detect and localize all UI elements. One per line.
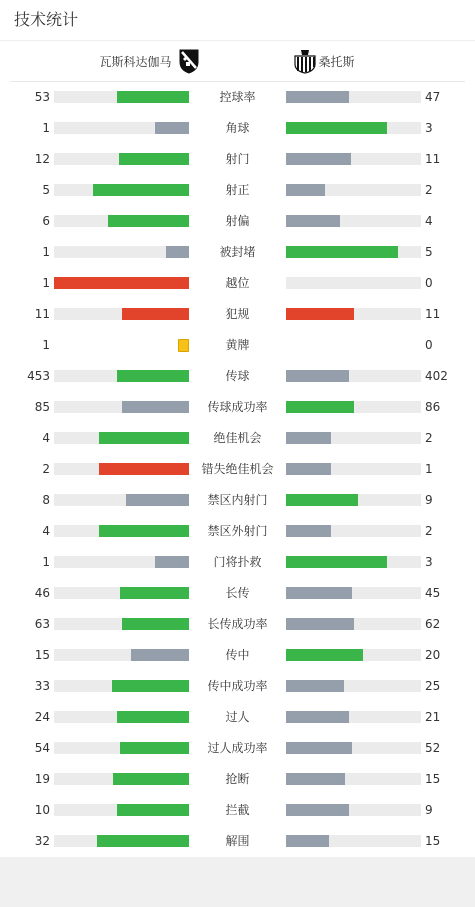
home-stat-value: 32 [34, 834, 50, 848]
away-stat-bar [286, 432, 421, 444]
away-stat-bar [286, 618, 421, 630]
away-stat-bar [286, 215, 421, 227]
home-stat-bar [54, 184, 189, 196]
home-stat-value: 53 [34, 90, 50, 104]
home-stat-bar [54, 587, 189, 599]
home-stat-value: 1 [42, 121, 50, 135]
home-stat-bar-fill [122, 618, 190, 630]
home-stat-bar-fill [155, 556, 189, 568]
home-stat-bar-fill [166, 246, 189, 258]
away-stat-bar-fill [286, 370, 349, 382]
home-stat-bar [54, 122, 189, 134]
away-stat-bar [286, 370, 421, 382]
home-stat-bar-fill [131, 649, 189, 661]
home-stat-bar [54, 153, 189, 165]
away-stat-bar [286, 184, 421, 196]
home-stat-bar [54, 370, 189, 382]
home-stat-bar [54, 773, 189, 785]
stat-label: 射偏 [225, 214, 250, 228]
away-stat-bar-fill [286, 184, 325, 196]
away-stat-value: 9 [425, 803, 433, 817]
away-team[interactable] [293, 41, 355, 81]
away-stat-value: 15 [425, 772, 441, 786]
away-stat-bar [286, 773, 421, 785]
home-stat-value: 4 [42, 524, 50, 538]
home-stat-value: 4 [42, 431, 50, 445]
away-stat-value: 9 [425, 493, 433, 507]
home-stat-value: 453 [27, 369, 50, 383]
home-stat-bar-fill [126, 494, 189, 506]
home-stat-value: 19 [34, 772, 50, 786]
away-stat-value: 20 [425, 648, 441, 662]
home-stat-bar-fill [117, 91, 189, 103]
away-stat-bar-fill [286, 463, 331, 475]
home-stat-bar [54, 494, 189, 506]
stat-row [0, 547, 475, 578]
stat-label: 抢断 [225, 772, 250, 786]
stat-row [0, 144, 475, 175]
stat-label: 过人 [225, 710, 250, 724]
yellow-card-icon [178, 339, 189, 352]
teams-header [10, 41, 465, 82]
stat-row [0, 268, 475, 299]
shield-crest-icon [178, 48, 200, 74]
stat-row [0, 826, 475, 857]
away-stat-bar-fill [286, 153, 351, 165]
stat-label: 黄牌 [225, 338, 250, 352]
home-stat-value: 1 [42, 276, 50, 290]
away-stat-bar [286, 711, 421, 723]
home-stat-bar-fill [117, 804, 189, 816]
away-stat-bar [286, 742, 421, 754]
away-stat-value: 1 [425, 462, 433, 476]
stat-label: 长传 [225, 586, 250, 600]
home-stat-bar [54, 246, 189, 258]
stat-label: 解围 [225, 834, 250, 848]
away-stat-bar-fill [286, 587, 352, 599]
stat-label: 传中成功率 [207, 679, 268, 693]
stat-label: 门将扑救 [213, 555, 262, 569]
stat-row [0, 423, 475, 454]
away-stat-bar-fill [286, 494, 358, 506]
home-stat-bar-fill [54, 277, 189, 289]
home-stat-bar-fill [122, 401, 190, 413]
stat-row [0, 640, 475, 671]
home-stat-value: 10 [34, 803, 50, 817]
away-stat-bar-fill [286, 122, 387, 134]
home-stat-bar [54, 835, 189, 847]
home-stat-bar [54, 804, 189, 816]
away-stat-bar-fill [286, 773, 345, 785]
stat-label: 绝佳机会 [213, 431, 262, 445]
away-stat-value: 2 [425, 524, 433, 538]
stat-label: 长传成功率 [207, 617, 268, 631]
away-stat-value: 11 [425, 152, 441, 166]
home-stat-bar-fill [108, 215, 189, 227]
stat-row [0, 113, 475, 144]
home-stat-value: 1 [42, 555, 50, 569]
home-stat-bar [54, 742, 189, 754]
stat-label: 射正 [225, 183, 250, 197]
home-stat-bar-fill [119, 153, 189, 165]
home-team-name: 瓦斯科达伽马 [99, 54, 172, 69]
away-stat-bar [286, 649, 421, 661]
stat-row [0, 454, 475, 485]
away-stat-value: 2 [425, 183, 433, 197]
striped-crest-icon [293, 48, 315, 74]
away-stat-bar-fill [286, 618, 354, 630]
stat-row [0, 392, 475, 423]
stat-label: 犯规 [225, 307, 250, 321]
home-stat-value: 1 [42, 338, 50, 352]
away-stat-bar-fill [286, 711, 349, 723]
away-stat-bar [286, 463, 421, 475]
stat-row [0, 516, 475, 547]
away-stat-bar-fill [286, 525, 331, 537]
home-stat-bar-fill [122, 308, 190, 320]
stat-row [0, 175, 475, 206]
stat-label: 拦截 [225, 803, 250, 817]
away-stat-bar-fill [286, 432, 331, 444]
home-stat-value: 8 [42, 493, 50, 507]
home-stat-bar-fill [117, 711, 189, 723]
home-stat-bar [54, 711, 189, 723]
away-stat-value: 3 [425, 555, 433, 569]
away-stat-bar [286, 835, 421, 847]
home-stat-value: 11 [34, 307, 50, 321]
away-stat-value: 0 [425, 338, 433, 352]
home-stat-value: 5 [42, 183, 50, 197]
stat-row [0, 206, 475, 237]
home-stat-bar [54, 308, 189, 320]
away-stat-bar-fill [286, 742, 352, 754]
stat-row [0, 485, 475, 516]
stat-label: 禁区外射门 [207, 524, 268, 538]
home-stat-bar-fill [99, 525, 189, 537]
away-stat-bar [286, 525, 421, 537]
stat-row [0, 330, 475, 361]
home-stat-bar [54, 277, 189, 289]
home-stat-bar-fill [120, 742, 189, 754]
stats-list [0, 82, 475, 857]
home-stat-bar-fill [99, 463, 189, 475]
home-stat-value: 2 [42, 462, 50, 476]
away-stat-bar [286, 587, 421, 599]
away-stat-bar-fill [286, 835, 329, 847]
home-team[interactable] [99, 41, 199, 81]
stat-row [0, 609, 475, 640]
stat-row [0, 299, 475, 330]
stat-label: 被封堵 [219, 245, 256, 259]
home-stat-value: 6 [42, 214, 50, 228]
away-stat-value: 45 [425, 586, 441, 600]
stat-row [0, 82, 475, 113]
away-stat-value: 15 [425, 834, 441, 848]
away-stat-bar [286, 308, 421, 320]
away-team-name: 桑托斯 [318, 54, 355, 69]
home-stat-bar-fill [93, 184, 189, 196]
home-stat-bar [54, 432, 189, 444]
home-stat-bar [54, 680, 189, 692]
home-stat-bar [54, 525, 189, 537]
home-stat-bar-fill [97, 835, 189, 847]
away-stat-value: 52 [425, 741, 441, 755]
home-stat-bar [54, 649, 189, 661]
home-stat-bar-fill [155, 122, 189, 134]
stat-row [0, 733, 475, 764]
home-stat-bar [54, 556, 189, 568]
stat-row [0, 702, 475, 733]
away-stat-bar [286, 153, 421, 165]
away-stat-bar [286, 401, 421, 413]
away-stat-bar-fill [286, 556, 387, 568]
stat-row [0, 578, 475, 609]
home-stat-value: 85 [34, 400, 50, 414]
away-stat-value: 5 [425, 245, 433, 259]
away-stat-value: 0 [425, 276, 433, 290]
home-stat-value: 63 [34, 617, 50, 631]
away-stat-bar [286, 246, 421, 258]
away-stat-value: 4 [425, 214, 433, 228]
stat-label: 射门 [225, 152, 250, 166]
stat-row [0, 764, 475, 795]
away-stat-value: 62 [425, 617, 441, 631]
home-stat-bar-fill [112, 680, 189, 692]
home-stat-value: 15 [34, 648, 50, 662]
stat-row [0, 795, 475, 826]
stat-row [0, 237, 475, 268]
home-stat-bar-fill [117, 370, 189, 382]
home-stat-value: 46 [34, 586, 50, 600]
away-stat-value: 2 [425, 431, 433, 445]
stat-label: 错失绝佳机会 [201, 462, 274, 476]
away-stat-value: 86 [425, 400, 441, 414]
away-stat-value: 21 [425, 710, 441, 724]
away-stat-bar-fill [286, 215, 340, 227]
away-stat-bar [286, 680, 421, 692]
home-stat-bar-fill [113, 773, 189, 785]
away-stat-bar [286, 494, 421, 506]
away-stat-bar-fill [286, 804, 349, 816]
home-stat-bar [54, 215, 189, 227]
home-stat-value: 54 [34, 741, 50, 755]
away-stat-bar-fill [286, 680, 344, 692]
away-stat-value: 11 [425, 307, 441, 321]
home-stat-bar [54, 618, 189, 630]
stat-label: 禁区内射门 [207, 493, 268, 507]
stat-label: 角球 [225, 121, 250, 135]
stat-row [0, 671, 475, 702]
away-stat-bar [286, 556, 421, 568]
stat-label: 传中 [225, 648, 250, 662]
away-stat-value: 402 [425, 369, 448, 383]
stat-row [0, 361, 475, 392]
home-stat-bar [54, 401, 189, 413]
away-stat-bar [286, 804, 421, 816]
stat-label: 传球 [225, 369, 250, 383]
page-title: 技术统计 [0, 0, 475, 41]
home-stat-value: 24 [34, 710, 50, 724]
stat-label: 传球成功率 [207, 400, 268, 414]
home-stat-bar-fill [99, 432, 189, 444]
away-stat-value: 47 [425, 90, 441, 104]
away-stat-bar [286, 277, 421, 289]
away-stat-bar-fill [286, 401, 354, 413]
stat-label: 过人成功率 [207, 741, 268, 755]
away-stat-bar [286, 122, 421, 134]
home-stat-value: 33 [34, 679, 50, 693]
away-stat-bar-fill [286, 308, 354, 320]
home-stat-bar [54, 463, 189, 475]
away-stat-bar-fill [286, 649, 363, 661]
away-stat-value: 25 [425, 679, 441, 693]
away-stat-value: 3 [425, 121, 433, 135]
stat-label: 越位 [225, 276, 250, 290]
home-stat-bar-fill [120, 587, 189, 599]
stat-label: 控球率 [219, 90, 256, 104]
away-stat-bar [286, 91, 421, 103]
home-stat-value: 1 [42, 245, 50, 259]
away-stat-bar-fill [286, 246, 398, 258]
away-stat-bar-fill [286, 91, 349, 103]
home-stat-value: 12 [34, 152, 50, 166]
home-stat-bar [54, 91, 189, 103]
